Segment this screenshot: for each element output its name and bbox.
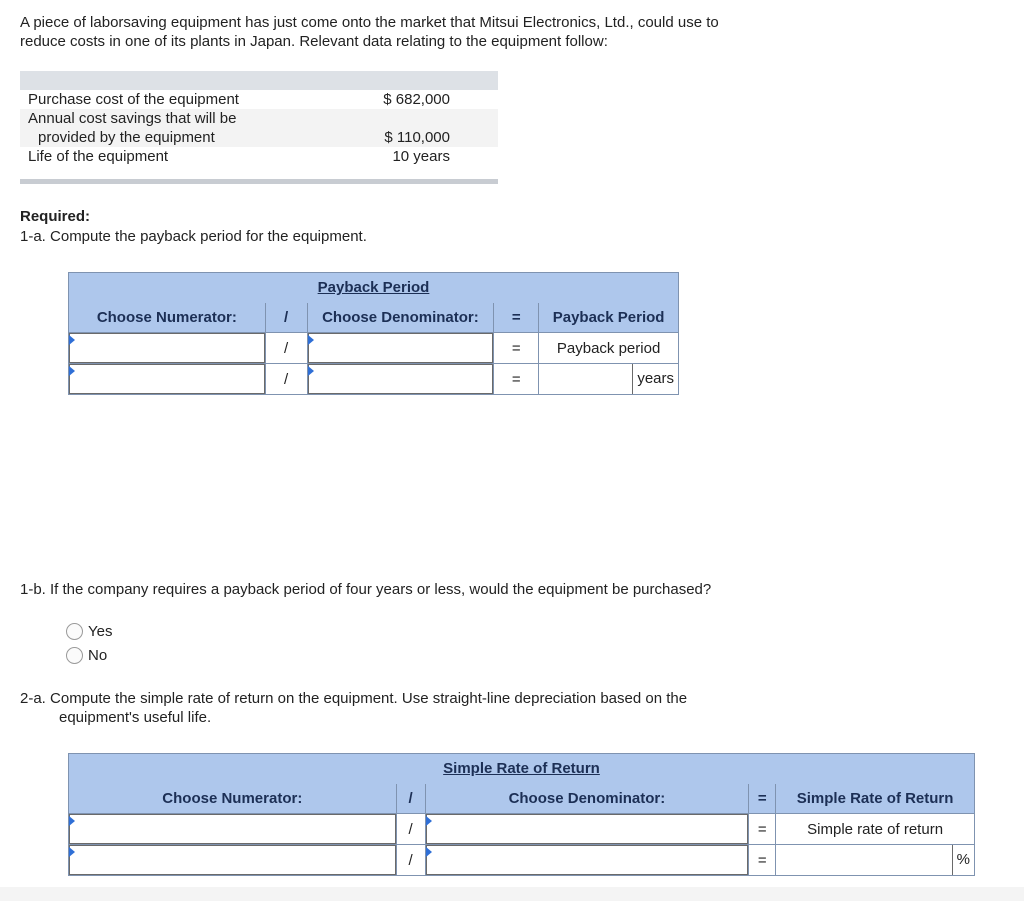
simple-rate-percent-unit: % (952, 845, 974, 875)
radio-circle-icon[interactable] (66, 647, 83, 664)
simple-rate-divide-1: / (396, 814, 425, 845)
payback-numerator-cell-2 (69, 364, 266, 395)
payback-divide-2: / (265, 364, 307, 395)
question-2a-line-1: 2-a. Compute the simple rate of return on the equipment. Use straight-line depreciation based on the (20, 690, 688, 707)
payback-equals-header: = (494, 303, 539, 333)
simple-rate-row-1 (69, 814, 975, 845)
payback-denominator-input-2[interactable] (308, 364, 494, 394)
question-2a-prompt (20, 689, 687, 727)
simple-rate-numerator-cell-1 (69, 814, 397, 845)
simple-rate-denominator-input-2[interactable] (426, 845, 749, 875)
simple-rate-result-input[interactable] (776, 845, 975, 876)
radio-circle-icon[interactable] (66, 623, 83, 640)
life-value: 10 years (392, 148, 450, 165)
simple-rate-divide-2: / (396, 845, 425, 876)
intro-line-1: A piece of laborsaving equipment has just come onto the market that Mitsui Electronics, Ltd., could use to (20, 14, 719, 31)
equipment-data-table (20, 71, 498, 184)
dropdown-flag-icon (69, 335, 75, 345)
dropdown-flag-icon (426, 816, 432, 826)
payback-equals-1: = (494, 333, 539, 364)
dropdown-flag-icon (69, 847, 75, 857)
radio-yes-label: Yes (88, 622, 113, 640)
dropdown-flag-icon (69, 366, 75, 376)
savings-row-1 (20, 109, 498, 128)
payback-denominator-cell-2 (307, 364, 494, 395)
question-2a-line-2: equipment's useful life. (59, 709, 212, 726)
simple-rate-table (68, 753, 975, 876)
simple-rate-numerator-cell-2 (69, 845, 397, 876)
simple-rate-equals-2: = (749, 845, 776, 876)
simple-rate-row-2 (69, 845, 975, 876)
payback-divide-1: / (265, 333, 307, 364)
simple-rate-denominator-cell-2 (425, 845, 749, 876)
savings-label-2: provided by the equipment (38, 129, 215, 146)
radio-no[interactable] (66, 645, 107, 665)
payback-result-label: Payback period (539, 333, 679, 364)
payback-numerator-header: Choose Numerator: (69, 303, 266, 333)
payback-years-unit: years (632, 364, 678, 394)
payback-numerator-cell-1 (69, 333, 266, 364)
payback-denominator-header: Choose Denominator: (307, 303, 494, 333)
simple-rate-denominator-header: Choose Denominator: (425, 784, 749, 814)
dropdown-flag-icon (308, 335, 314, 345)
payback-denominator-cell-1 (307, 333, 494, 364)
simple-rate-result-header: Simple Rate of Return (776, 784, 975, 814)
data-table-bottom-bar (20, 179, 498, 184)
payback-table-title: Payback Period (69, 273, 679, 303)
simple-rate-numerator-select-1[interactable] (69, 814, 396, 844)
question-1b-prompt: 1-b. If the company requires a payback period of four years or less, would the equipment be purchased? (20, 581, 712, 598)
savings-row-2 (20, 128, 498, 147)
problem-intro (20, 13, 820, 51)
simple-rate-table-title: Simple Rate of Return (69, 754, 975, 784)
simple-rate-divide-header: / (396, 784, 425, 814)
purchase-cost-value: $ 682,000 (383, 91, 450, 108)
intro-line-2: reduce costs in one of its plants in Japan. Relevant data relating to the equipment follow: (20, 33, 608, 50)
savings-label-1: Annual cost savings that will be (28, 110, 237, 127)
savings-value: $ 110,000 (384, 129, 450, 146)
payback-numerator-input-2[interactable] (69, 364, 265, 394)
data-table-top-bar (20, 71, 498, 90)
radio-no-label: No (88, 646, 108, 664)
simple-rate-equals-header: = (749, 784, 776, 814)
simple-rate-denominator-select-1[interactable] (426, 814, 749, 844)
payback-row-1 (69, 333, 679, 364)
payback-numerator-select-1[interactable] (69, 333, 265, 363)
simple-rate-numerator-input-2[interactable] (69, 845, 396, 875)
life-row (20, 147, 498, 166)
simple-rate-numerator-header: Choose Numerator: (69, 784, 397, 814)
life-label: Life of the equipment (28, 148, 169, 165)
payback-result-input[interactable] (539, 364, 679, 395)
simple-rate-denominator-cell-1 (425, 814, 749, 845)
required-heading: Required: (20, 208, 91, 225)
purchase-cost-label: Purchase cost of the equipment (28, 91, 239, 108)
dropdown-flag-icon (426, 847, 432, 857)
question-1a-prompt: 1-a. Compute the payback period for the equipment. (20, 228, 367, 245)
payback-divide-header: / (265, 303, 307, 333)
purchase-cost-row (20, 90, 498, 109)
payback-result-header: Payback Period (539, 303, 679, 333)
payback-equals-2: = (494, 364, 539, 395)
payback-row-2 (69, 364, 679, 395)
dropdown-flag-icon (69, 816, 75, 826)
payback-denominator-select-1[interactable] (308, 333, 494, 363)
payback-period-table (68, 272, 679, 395)
dropdown-flag-icon (308, 366, 314, 376)
radio-yes[interactable] (66, 621, 112, 641)
simple-rate-result-label: Simple rate of return (776, 814, 975, 845)
simple-rate-equals-1: = (749, 814, 776, 845)
footer-bar (0, 887, 1024, 901)
